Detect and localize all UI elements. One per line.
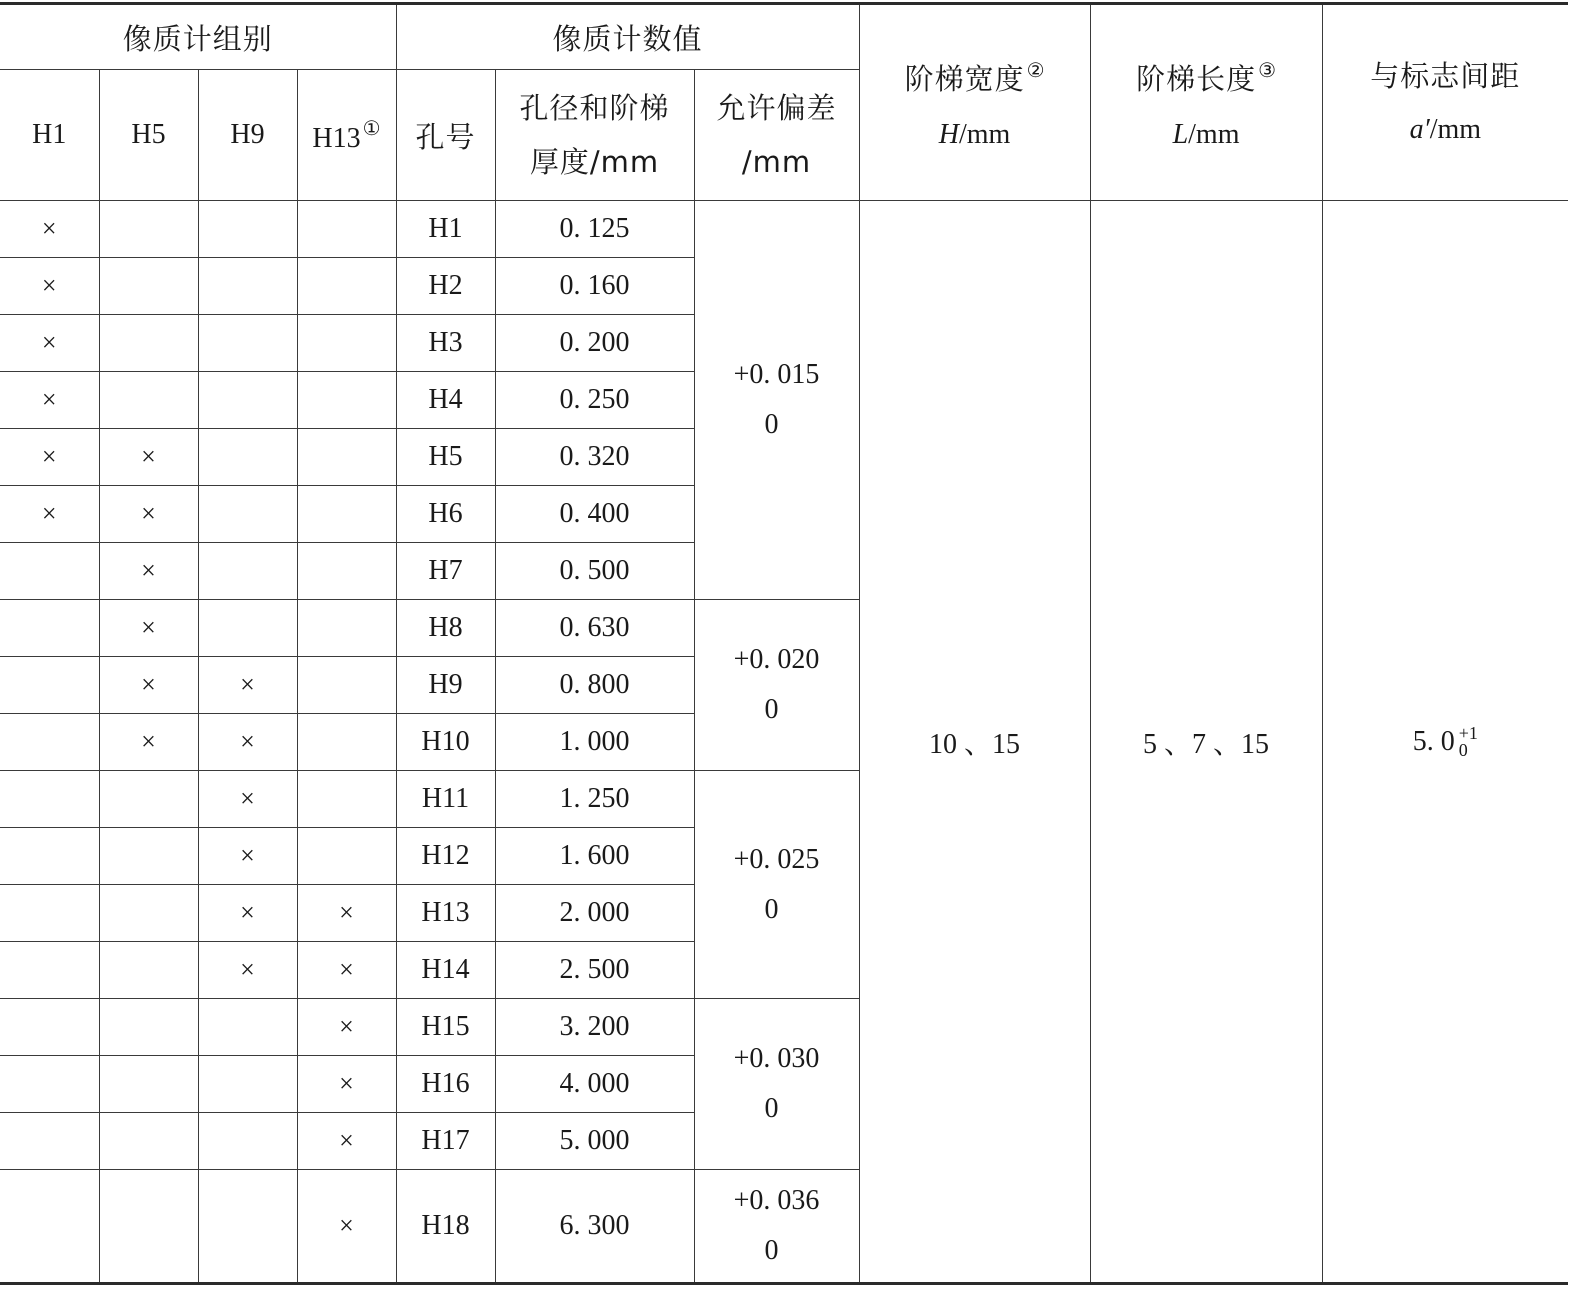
group-mark-h13 xyxy=(297,828,396,885)
group-mark-h5 xyxy=(99,1170,198,1284)
hole-number: H11 xyxy=(396,771,495,828)
hole-number: H17 xyxy=(396,1113,495,1170)
group-mark-h1 xyxy=(0,1056,99,1113)
group-mark-h13: × xyxy=(297,885,396,942)
group-mark-h9 xyxy=(198,315,297,372)
group-mark-h1 xyxy=(0,771,99,828)
header-value: 像质计数值 xyxy=(396,4,859,70)
tolerance-line1: 允许偏差 xyxy=(716,91,837,125)
header-group-h13 xyxy=(297,70,396,201)
header-group-h9: H9 xyxy=(198,70,297,201)
group-mark-h9 xyxy=(198,429,297,486)
diameter-value: 0. 800 xyxy=(495,657,694,714)
tolerance-cell xyxy=(694,201,859,600)
group-mark-h9: × xyxy=(198,885,297,942)
group-mark-h1 xyxy=(0,999,99,1056)
step-width-symbol: H xyxy=(938,118,959,150)
group-mark-h1: × xyxy=(0,372,99,429)
group-mark-h13 xyxy=(297,486,396,543)
tolerance-cell xyxy=(694,999,859,1170)
header-tolerance xyxy=(694,70,859,201)
hole-number: H14 xyxy=(396,942,495,999)
diameter-value: 0. 160 xyxy=(495,258,694,315)
spacing-symbol: a′ xyxy=(1409,113,1430,145)
header-spacing xyxy=(1322,4,1568,201)
group-mark-h9 xyxy=(198,486,297,543)
table-row xyxy=(0,201,1568,258)
hole-number: H18 xyxy=(396,1170,495,1284)
group-mark-h5: × xyxy=(99,657,198,714)
group-mark-h5 xyxy=(99,258,198,315)
group-h13-label: H13 xyxy=(312,122,361,154)
group-mark-h5: × xyxy=(99,714,198,771)
tolerance-line2: /mm xyxy=(741,145,812,179)
group-mark-h1: × xyxy=(0,201,99,258)
tolerance-upper: +0. 015 xyxy=(733,359,820,390)
group-mark-h13 xyxy=(297,657,396,714)
group-mark-h1 xyxy=(0,1113,99,1170)
tolerance-upper: +0. 025 xyxy=(733,843,820,875)
group-mark-h13 xyxy=(297,372,396,429)
diameter-line2: 厚度/mm xyxy=(529,145,660,179)
diameter-value: 0. 250 xyxy=(495,372,694,429)
hole-number: H5 xyxy=(396,429,495,486)
diameter-value: 1. 600 xyxy=(495,828,694,885)
group-mark-h1: × xyxy=(0,429,99,486)
group-mark-h5: × xyxy=(99,486,198,543)
group-mark-h9: × xyxy=(198,714,297,771)
tolerance-cell xyxy=(694,771,859,999)
group-mark-h13 xyxy=(297,771,396,828)
group-mark-h5: × xyxy=(99,543,198,600)
header-hole-no: 孔号 xyxy=(396,70,495,201)
diameter-value: 0. 630 xyxy=(495,600,694,657)
hole-number: H3 xyxy=(396,315,495,372)
group-mark-h5: × xyxy=(99,600,198,657)
spacing-unit: /mm xyxy=(1429,113,1482,145)
group-h13-note: ① xyxy=(362,117,381,140)
hole-number: H15 xyxy=(396,999,495,1056)
group-mark-h1: × xyxy=(0,486,99,543)
group-mark-h5 xyxy=(99,885,198,942)
group-mark-h13: × xyxy=(297,1170,396,1284)
group-mark-h5 xyxy=(99,942,198,999)
diameter-line1: 孔径和阶梯 xyxy=(519,91,670,125)
group-mark-h1: × xyxy=(0,315,99,372)
hole-number: H4 xyxy=(396,372,495,429)
group-mark-h13 xyxy=(297,543,396,600)
hole-number: H7 xyxy=(396,543,495,600)
header-group: 像质计组别 xyxy=(0,4,396,70)
hole-number: H9 xyxy=(396,657,495,714)
group-mark-h5 xyxy=(99,771,198,828)
group-mark-h1 xyxy=(0,828,99,885)
group-mark-h5 xyxy=(99,828,198,885)
group-mark-h9 xyxy=(198,600,297,657)
tolerance-upper: +0. 020 xyxy=(733,644,820,675)
group-mark-h9: × xyxy=(198,657,297,714)
tolerance-lower: 0 xyxy=(764,1235,779,1266)
header-group-h1: H1 xyxy=(0,70,99,201)
diameter-value: 0. 500 xyxy=(495,543,694,600)
group-mark-h1 xyxy=(0,543,99,600)
diameter-value: 6. 300 xyxy=(495,1170,694,1284)
step-width-unit: /mm xyxy=(958,118,1011,150)
group-mark-h13: × xyxy=(297,999,396,1056)
group-mark-h13: × xyxy=(297,1113,396,1170)
group-mark-h9 xyxy=(198,201,297,258)
group-mark-h5 xyxy=(99,1113,198,1170)
diameter-value: 3. 200 xyxy=(495,999,694,1056)
spacing-value-cell xyxy=(1322,201,1568,1284)
hole-number: H13 xyxy=(396,885,495,942)
group-mark-h13 xyxy=(297,315,396,372)
group-mark-h5: × xyxy=(99,429,198,486)
diameter-value: 2. 000 xyxy=(495,885,694,942)
iqi-table xyxy=(0,2,1568,1285)
group-mark-h13 xyxy=(297,600,396,657)
group-mark-h13: × xyxy=(297,942,396,999)
header-diameter xyxy=(495,70,694,201)
spacing-title: 与标志间距 xyxy=(1370,58,1521,93)
group-mark-h9: × xyxy=(198,942,297,999)
hole-number: H6 xyxy=(396,486,495,543)
tolerance-lower: 0 xyxy=(764,893,779,925)
tolerance-upper: +0. 030 xyxy=(733,1043,820,1074)
header-step-length xyxy=(1090,4,1322,201)
group-mark-h1 xyxy=(0,600,99,657)
diameter-value: 0. 125 xyxy=(495,201,694,258)
diameter-value: 2. 500 xyxy=(495,942,694,999)
diameter-value: 4. 000 xyxy=(495,1056,694,1113)
hole-number: H16 xyxy=(396,1056,495,1113)
hole-number: H8 xyxy=(396,600,495,657)
tolerance-lower: 0 xyxy=(764,1093,779,1124)
group-mark-h9 xyxy=(198,543,297,600)
step-length-note: ③ xyxy=(1258,59,1277,82)
group-mark-h1 xyxy=(0,1170,99,1284)
group-mark-h9: × xyxy=(198,771,297,828)
step-width-note: ② xyxy=(1026,59,1045,82)
group-mark-h1: × xyxy=(0,258,99,315)
tolerance-lower: 0 xyxy=(764,694,779,725)
group-mark-h5 xyxy=(99,1056,198,1113)
step-length-unit: /mm xyxy=(1188,118,1240,150)
spacing-lower-limit: 0 xyxy=(1458,739,1468,760)
tolerance-cell xyxy=(694,1170,859,1284)
spacing-upper-limit: +1 xyxy=(1458,722,1478,743)
group-mark-h1 xyxy=(0,657,99,714)
group-mark-h9: × xyxy=(198,828,297,885)
group-mark-h5 xyxy=(99,201,198,258)
header-step-width xyxy=(859,4,1090,201)
group-mark-h13 xyxy=(297,201,396,258)
step-length-title: 阶梯长度 xyxy=(1136,61,1257,96)
tolerance-cell xyxy=(694,600,859,771)
group-mark-h13 xyxy=(297,714,396,771)
step-width-title: 阶梯宽度 xyxy=(904,61,1025,96)
diameter-value: 1. 000 xyxy=(495,714,694,771)
group-mark-h5 xyxy=(99,999,198,1056)
hole-number: H1 xyxy=(396,201,495,258)
group-mark-h13 xyxy=(297,429,396,486)
group-mark-h13 xyxy=(297,258,396,315)
group-mark-h1 xyxy=(0,714,99,771)
step-length-symbol: L xyxy=(1172,118,1189,150)
diameter-value: 0. 320 xyxy=(495,429,694,486)
group-mark-h9 xyxy=(198,1170,297,1284)
step-length-value: 5 、7 、15 xyxy=(1090,201,1322,1284)
diameter-value: 1. 250 xyxy=(495,771,694,828)
step-width-value: 10 、15 xyxy=(859,201,1090,1284)
group-mark-h5 xyxy=(99,372,198,429)
group-mark-h5 xyxy=(99,315,198,372)
header-group-h5: H5 xyxy=(99,70,198,201)
diameter-value: 0. 400 xyxy=(495,486,694,543)
spacing-value: 5. 0 xyxy=(1412,725,1455,757)
group-mark-h9 xyxy=(198,372,297,429)
hole-number: H12 xyxy=(396,828,495,885)
hole-number: H10 xyxy=(396,714,495,771)
group-mark-h1 xyxy=(0,885,99,942)
group-mark-h9 xyxy=(198,258,297,315)
hole-number: H2 xyxy=(396,258,495,315)
group-mark-h1 xyxy=(0,942,99,999)
diameter-value: 0. 200 xyxy=(495,315,694,372)
tolerance-lower: 0 xyxy=(764,409,779,440)
group-mark-h9 xyxy=(198,1113,297,1170)
group-mark-h9 xyxy=(198,1056,297,1113)
table-body xyxy=(0,201,1568,1284)
group-mark-h9 xyxy=(198,999,297,1056)
group-mark-h13: × xyxy=(297,1056,396,1113)
tolerance-upper: +0. 036 xyxy=(733,1185,820,1216)
diameter-value: 5. 000 xyxy=(495,1113,694,1170)
